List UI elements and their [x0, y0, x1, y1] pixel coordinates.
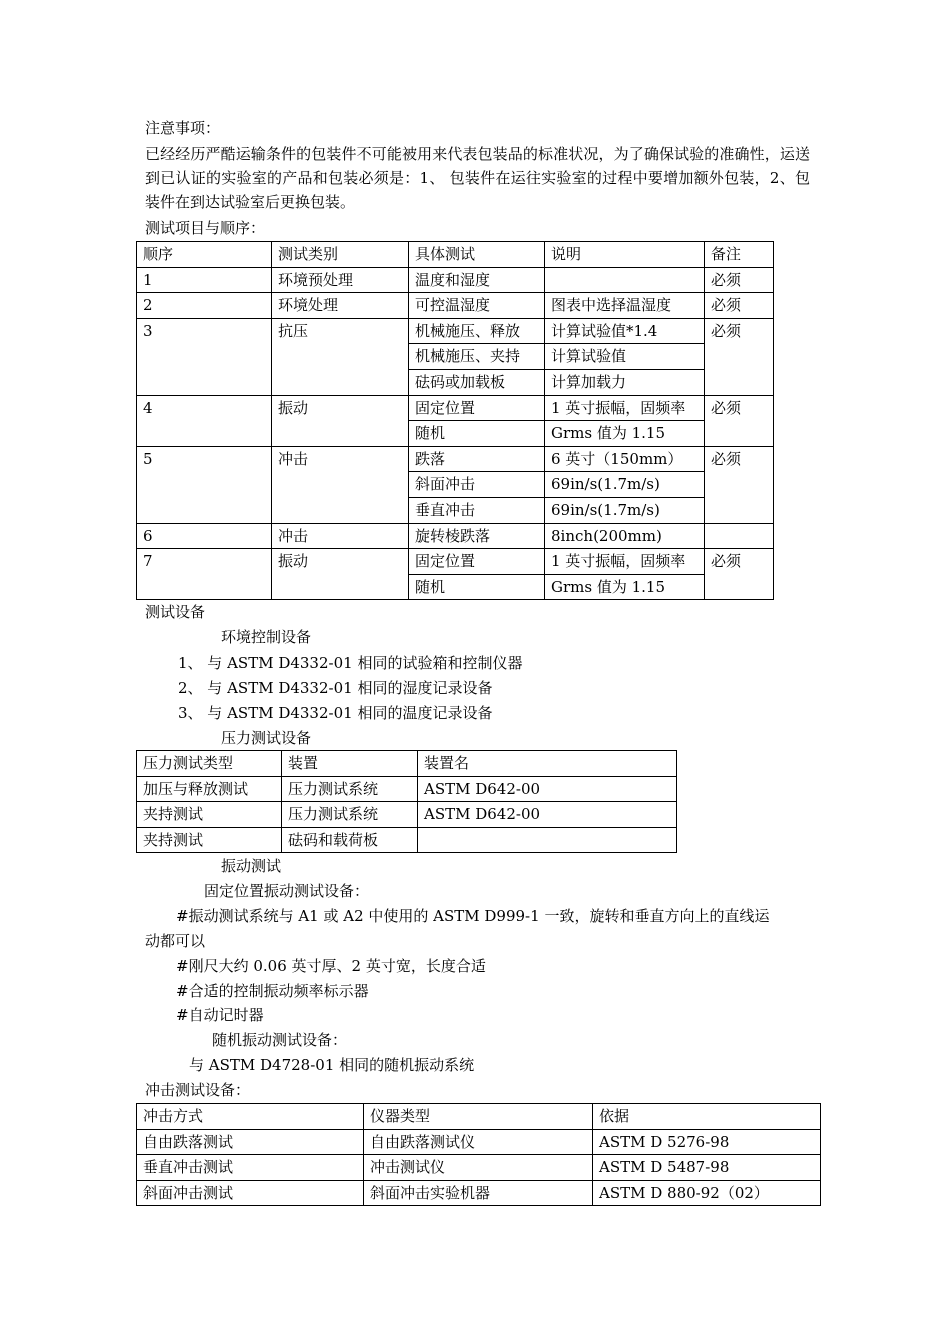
- table-row: [137, 1129, 821, 1155]
- table-header-row: [137, 242, 774, 268]
- pressure-table: [136, 750, 677, 853]
- test-items-table: [136, 241, 774, 600]
- table-row: [137, 1180, 821, 1206]
- fixed-item: #刚尺大约 0.06 英寸厚、2 英寸宽，长度合适: [176, 957, 486, 975]
- env-control-heading: 环境控制设备: [221, 628, 312, 646]
- fixed-item-continued: 动都可以: [145, 932, 206, 950]
- test-cell: 垂直冲击: [409, 497, 545, 523]
- table-cell: ASTM D642-00: [418, 802, 677, 828]
- header-cell: 具体测试: [409, 242, 545, 268]
- table-cell: ASTM D 880-92（02）: [593, 1180, 821, 1206]
- pressure-heading: 压力测试设备: [221, 729, 312, 747]
- header-cell: 依据: [593, 1104, 821, 1130]
- random-item: 与 ASTM D4728-01 相同的随机振动系统: [189, 1056, 475, 1074]
- category-cell: 振动: [272, 395, 409, 446]
- test-cell: 旋转棱跌落: [409, 523, 545, 549]
- table-cell: [418, 827, 677, 853]
- env-item: 2、 与 ASTM D4332-01 相同的湿度记录设备: [178, 679, 493, 697]
- category-cell: 振动: [272, 549, 409, 600]
- header-cell: 说明: [545, 242, 705, 268]
- equipment-heading: 测试设备: [145, 603, 206, 621]
- test-cell: 随机: [409, 421, 545, 447]
- header-cell: 装置: [282, 751, 418, 777]
- seq-cell: 2: [137, 293, 272, 319]
- category-cell: 抗压: [272, 318, 409, 395]
- note-cell: [705, 523, 774, 549]
- fixed-item: #振动测试系统与 A1 或 A2 中使用的 ASTM D999-1 一致，旋转和垂直方向上的直线运: [176, 907, 770, 925]
- test-cell: 机械施压、释放: [409, 318, 545, 344]
- seq-cell: 1: [137, 267, 272, 293]
- table-cell: 斜面冲击测试: [137, 1180, 364, 1206]
- category-cell: 环境处理: [272, 293, 409, 319]
- desc-cell: 1 英寸振幅，固频率: [545, 395, 705, 421]
- test-cell: 温度和湿度: [409, 267, 545, 293]
- seq-cell: 5: [137, 446, 272, 523]
- note-cell: 必须: [705, 446, 774, 523]
- table-cell: 砝码和载荷板: [282, 827, 418, 853]
- seq-cell: 7: [137, 549, 272, 600]
- table-cell: 自由跌落测试: [137, 1129, 364, 1155]
- seq-cell: 4: [137, 395, 272, 446]
- table-row: [137, 549, 774, 575]
- note-cell: 必须: [705, 395, 774, 446]
- table-row: [137, 395, 774, 421]
- table-cell: 自由跌落测试仪: [364, 1129, 593, 1155]
- table-cell: ASTM D 5276-98: [593, 1129, 821, 1155]
- test-cell: 跌落: [409, 446, 545, 472]
- desc-cell: 图表中选择温湿度: [545, 293, 705, 319]
- shock-table: [136, 1103, 821, 1206]
- note-cell: 必须: [705, 267, 774, 293]
- table-row: [137, 523, 774, 549]
- fixed-item: #合适的控制振动频率标示器: [176, 982, 369, 1000]
- desc-cell: [545, 267, 705, 293]
- table-row: [137, 1155, 821, 1181]
- notice-paragraph: 已经经历严酷运输条件的包装件不可能被用来代表包装品的标准状况，为了确保试验的准确性，运送到已认证的实验室的产品和包装必须是：1、 包装件在运往实验室的过程中要增加额外包装，2、包装件在到达试验室后更换包装。: [145, 145, 810, 211]
- header-cell: 压力测试类型: [137, 751, 282, 777]
- table-cell: 加压与释放测试: [137, 776, 282, 802]
- table-cell: ASTM D 5487-98: [593, 1155, 821, 1181]
- desc-cell: 1 英寸振幅，固频率: [545, 549, 705, 575]
- table-row: [137, 318, 774, 344]
- desc-cell: 6 英寸（150mm）: [545, 446, 705, 472]
- table-row: [137, 827, 677, 853]
- category-cell: 冲击: [272, 446, 409, 523]
- table-cell: 垂直冲击测试: [137, 1155, 364, 1181]
- table-header-row: [137, 751, 677, 777]
- table-cell: 斜面冲击实验机器: [364, 1180, 593, 1206]
- env-item: 1、 与 ASTM D4332-01 相同的试验箱和控制仪器: [178, 654, 523, 672]
- desc-cell: 计算加载力: [545, 369, 705, 395]
- seq-cell: 6: [137, 523, 272, 549]
- test-cell: 固定位置: [409, 395, 545, 421]
- table-cell: ASTM D642-00: [418, 776, 677, 802]
- test-cell: 斜面冲击: [409, 472, 545, 498]
- fixed-item: #自动记时器: [176, 1006, 264, 1024]
- shock-heading: 冲击测试设备：: [145, 1081, 251, 1099]
- desc-cell: Grms 值为 1.15: [545, 574, 705, 600]
- env-item: 3、 与 ASTM D4332-01 相同的温度记录设备: [178, 704, 493, 722]
- header-cell: 冲击方式: [137, 1104, 364, 1130]
- table-cell: 夹持测试: [137, 827, 282, 853]
- desc-cell: 计算试验值: [545, 344, 705, 370]
- header-cell: 测试类别: [272, 242, 409, 268]
- table-row: [137, 802, 677, 828]
- table-row: [137, 776, 677, 802]
- test-cell: 随机: [409, 574, 545, 600]
- header-cell: 仪器类型: [364, 1104, 593, 1130]
- test-cell: 可控温湿度: [409, 293, 545, 319]
- desc-cell: Grms 值为 1.15: [545, 421, 705, 447]
- header-cell: 装置名: [418, 751, 677, 777]
- table-cell: 压力测试系统: [282, 776, 418, 802]
- desc-cell: 69in/s(1.7m/s): [545, 472, 705, 498]
- seq-cell: 3: [137, 318, 272, 395]
- note-cell: 必须: [705, 549, 774, 600]
- table-cell: 冲击测试仪: [364, 1155, 593, 1181]
- test-cell: 机械施压、夹持: [409, 344, 545, 370]
- table-cell: 夹持测试: [137, 802, 282, 828]
- desc-cell: 计算试验值*1.4: [545, 318, 705, 344]
- table-row: [137, 446, 774, 472]
- header-cell: 顺序: [137, 242, 272, 268]
- desc-cell: 69in/s(1.7m/s): [545, 497, 705, 523]
- header-cell: 备注: [705, 242, 774, 268]
- random-vibration-heading: 随机振动测试设备：: [212, 1031, 348, 1049]
- vibration-heading: 振动测试: [221, 857, 282, 875]
- category-cell: 环境预处理: [272, 267, 409, 293]
- fixed-vibration-heading: 固定位置振动测试设备：: [204, 882, 370, 900]
- note-cell: 必须: [705, 293, 774, 319]
- test-items-heading: 测试项目与顺序：: [145, 219, 266, 237]
- note-cell: 必须: [705, 318, 774, 395]
- table-header-row: [137, 1104, 821, 1130]
- test-cell: 固定位置: [409, 549, 545, 575]
- table-row: [137, 267, 774, 293]
- table-row: [137, 293, 774, 319]
- desc-cell: 8inch(200mm): [545, 523, 705, 549]
- test-cell: 砝码或加载板: [409, 369, 545, 395]
- category-cell: 冲击: [272, 523, 409, 549]
- notice-heading: 注意事项：: [145, 119, 221, 137]
- table-cell: 压力测试系统: [282, 802, 418, 828]
